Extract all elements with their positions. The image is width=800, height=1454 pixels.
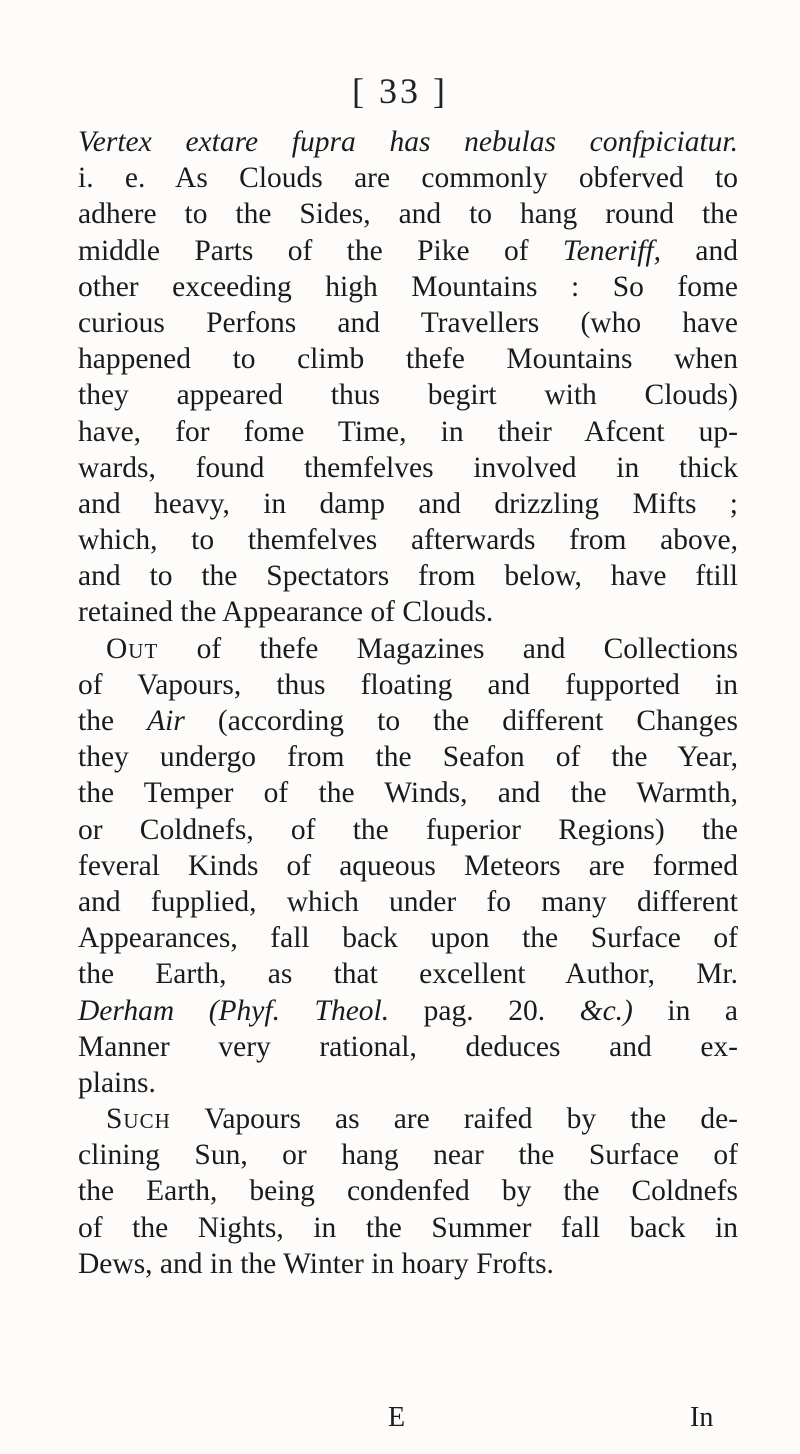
text-line: wards, found themfelves involved in thick xyxy=(78,451,738,484)
catchword: In xyxy=(690,1402,714,1433)
text-line: Appearances, fall back upon the Surface of xyxy=(78,922,738,955)
text-line: they undergo from the Seafon of the Year, xyxy=(78,741,738,774)
text-line: i. e. As Clouds are commonly obferved to xyxy=(78,162,738,195)
text-line: the Air (according to the different Changes xyxy=(78,705,738,737)
text-line: Out of thefe Magazines and Collections xyxy=(106,632,738,665)
text-line: Derham (Phyf. Theol. pag. 20. &c.) in a xyxy=(78,994,739,1027)
text-line: Vertex extare fupra has nebulas confpiciatur. xyxy=(78,126,738,158)
text-line: happened to climb thefe Mountains when xyxy=(78,343,738,376)
text-line: have, for fome Time, in their Afcent up- xyxy=(78,415,738,448)
text-line: adhere to the Sides, and to hang round the xyxy=(78,198,738,231)
text-line: which, to themfelves afterwards from above, xyxy=(78,524,738,557)
signature-mark: E xyxy=(388,1402,406,1433)
text-line: Manner very rational, deduces and ex- xyxy=(78,1030,738,1063)
body-text xyxy=(78,124,738,1282)
page-number: [ 33 ] xyxy=(352,71,448,111)
text-line: the Earth, as that excellent Author, Mr. xyxy=(78,958,738,991)
text-line: or Coldnefs, of the fuperior Regions) the xyxy=(78,813,738,846)
text-line: and fupplied, which under fo many different xyxy=(78,885,738,918)
text-line: the Earth, being condenfed by the Coldnefs xyxy=(78,1175,738,1208)
text-line: Such Vapours as are raifed by the de- xyxy=(106,1103,738,1136)
text-line: curious Perfons and Travellers (who have xyxy=(78,306,738,339)
text-line: clining Sun, or hang near the Surface of xyxy=(78,1139,738,1172)
text-line: and to the Spectators from below, have ftill xyxy=(78,560,738,593)
text-line: feveral Kinds of aqueous Meteors are formed xyxy=(78,849,738,882)
text-line: the Temper of the Winds, and the Warmth, xyxy=(78,777,738,810)
text-line: middle Parts of the Pike of Teneriff, and xyxy=(78,234,738,267)
page-footer xyxy=(0,1402,800,1438)
text-line: they appeared thus begirt with Clouds) xyxy=(78,379,738,412)
text-line: and heavy, in damp and drizzling Mifts ; xyxy=(78,487,738,520)
text-line: of Vapours, thus floating and fupported in xyxy=(78,668,738,701)
text-line: plains. xyxy=(78,1066,156,1099)
text-line: retained the Appearance of Clouds. xyxy=(78,596,494,629)
text-line: other exceeding high Mountains : So fome xyxy=(78,270,738,303)
text-line: Dews, and in the Winter in hoary Frofts. xyxy=(78,1247,554,1280)
text-line: of the Nights, in the Summer fall back in xyxy=(78,1211,738,1244)
